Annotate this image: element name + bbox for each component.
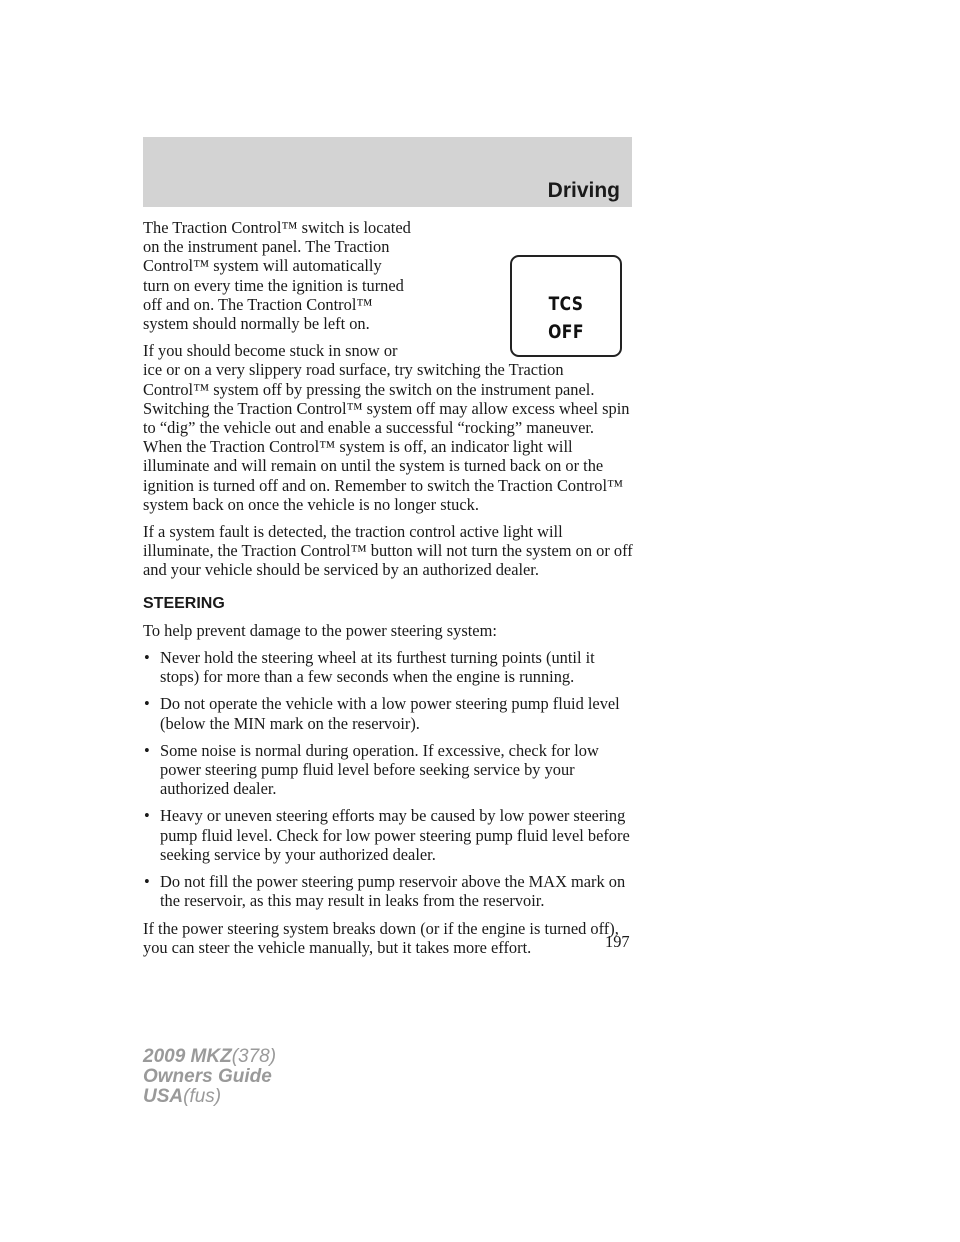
bullet-icon: • — [144, 694, 150, 714]
footer-model: 2009 MKZ — [143, 1046, 232, 1067]
section-header-band — [143, 137, 632, 207]
list-item — [143, 648, 633, 686]
footer-model-code: (378) — [231, 1046, 277, 1067]
footer-document-id — [143, 1047, 276, 1107]
bullet-icon: • — [144, 740, 150, 760]
bullet-icon: • — [144, 872, 150, 892]
list-item — [143, 872, 633, 910]
steering-heading: STEERING — [143, 594, 225, 612]
bullet-icon: • — [144, 648, 150, 668]
steering-bullet-list — [143, 648, 633, 910]
list-item-text: Heavy or uneven steering efforts may be caused by low power steering pump fluid level. Check for low power steering pump fluid level before seeking service by your authorized dealer. — [160, 806, 630, 864]
paragraph-stuck-vehicle: If you should become stuck in snow or ice or on a very slippery road surface, try switching the Traction Control™ system off by pressing the switch on the instrument panel. Switching the Traction Control™ system off may allow excess wheel spin to “dig” the vehicle out and enable a successful “rocking” maneuver. When the Traction Control™ system is off, an indicator light will illuminate and will remain on until the system is turned back on or the ignition is turned off and on. Remember to switch the Traction Control™ system back on once the vehicle is no longer stuck. — [143, 341, 630, 514]
list-item — [143, 741, 633, 799]
list-item-text: Some noise is normal during operation. If excessive, check for low power steering pump fluid level before seeking service by your authorized dealer. — [160, 740, 599, 799]
footer-line-region — [143, 1087, 276, 1107]
tcs-off-button-icon — [510, 255, 622, 357]
paragraph-steering-failure: If the power steering system breaks down (or if the engine is turned off), you can steer the vehicle manually, but it takes more effort. — [143, 918, 619, 957]
footer-line-guide — [143, 1067, 276, 1087]
list-item-text: Do not fill the power steering pump reservoir above the MAX mark on the reservoir, as this may result in leaks from the reservoir. — [160, 872, 626, 911]
list-item-text: Never hold the steering wheel at its furthest turning points (until it stops) for more than a few seconds when the engine is running. — [160, 648, 595, 687]
footer-guide: Owners Guide — [143, 1066, 272, 1087]
list-item — [143, 806, 633, 864]
footer-line-model — [143, 1047, 276, 1067]
section-title: Driving — [547, 179, 620, 202]
bullet-icon: • — [144, 806, 150, 826]
off-label: OFF — [548, 321, 584, 343]
tcs-label: TCS — [548, 293, 584, 315]
footer-region-code: (fus) — [183, 1086, 222, 1107]
paragraph-system-fault: If a system fault is detected, the traction control active light will illuminate, the Traction Control™ button will not turn the system on or off and your vehicle should be serviced by an authorized dealer. — [143, 522, 633, 580]
list-item-text: Do not operate the vehicle with a low power steering pump fluid level (below the MIN mark on the reservoir). — [160, 694, 620, 733]
page-content — [143, 218, 633, 965]
paragraph-switch-location: The Traction Control™ switch is located on the instrument panel. The Traction Control™ system will automatically turn on every time the ignition is turned off and on. The Traction Control™ system should normally be left on. — [143, 218, 411, 334]
footer-region: USA — [143, 1086, 184, 1107]
tcs-off-figure — [417, 218, 633, 346]
steering-intro: To help prevent damage to the power steering system: — [143, 620, 497, 640]
list-item — [143, 694, 633, 732]
page-number: 197 — [605, 932, 630, 951]
